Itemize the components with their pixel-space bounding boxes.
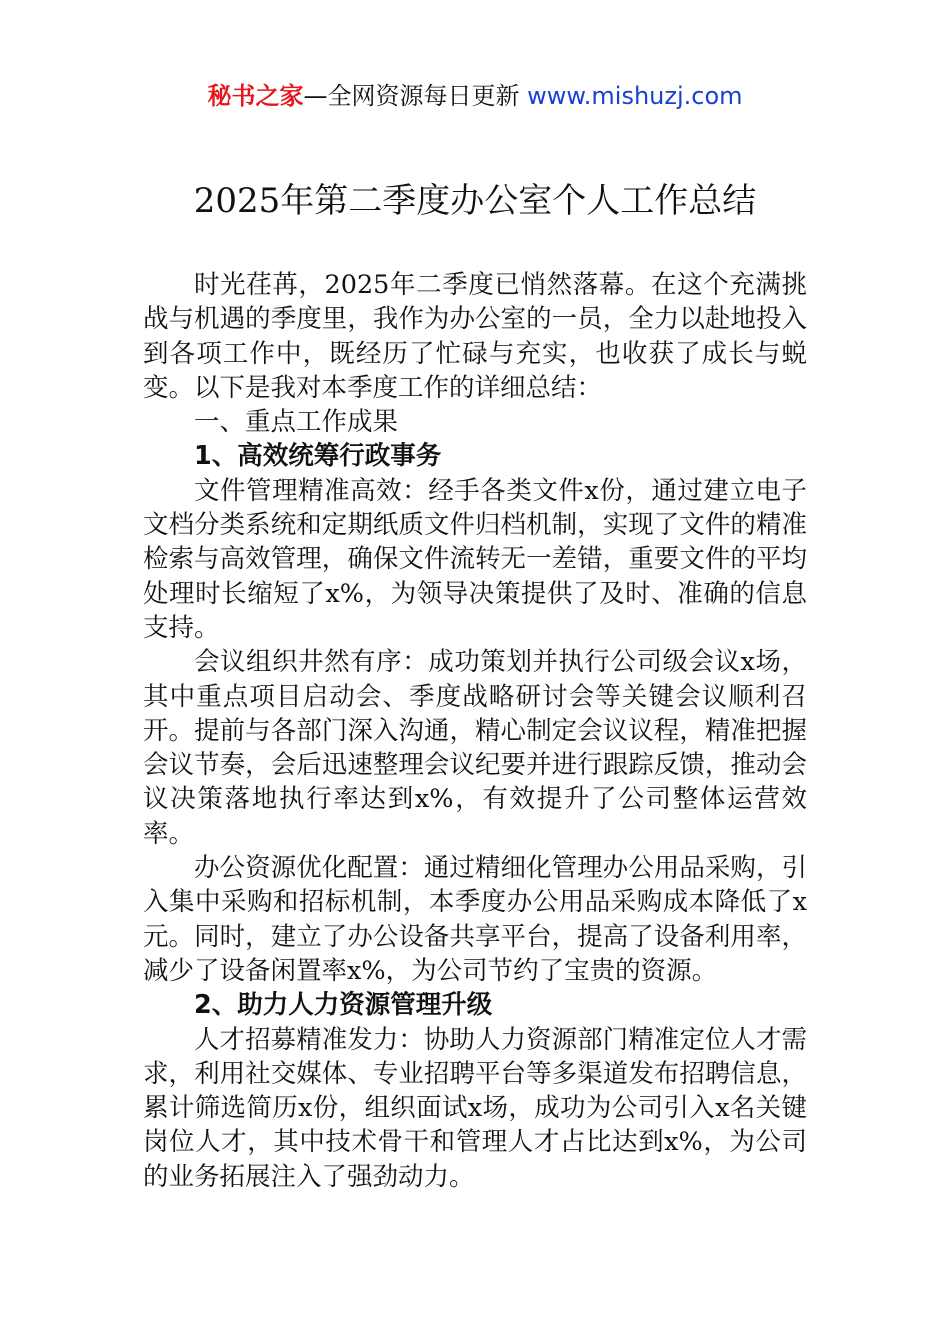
site-header xyxy=(0,80,950,112)
subsection-heading-admin: 1、高效统筹行政事务 xyxy=(194,441,442,472)
document-body xyxy=(143,268,807,1194)
document-title: 2025年第二季度办公室个人工作总结 xyxy=(193,181,757,221)
paragraph-office-resources: 办公资源优化配置：通过精细化管理办公用品采购，引入集中采购和招标机制，本季度办公用品采购成本降低了x元。同时，建立了办公设备共享平台，提高了设备利用率，减少了设备闲置率x%，为公司节约了宝贵的资源。 xyxy=(143,853,807,986)
section-heading-achievements: 一、重点工作成果 xyxy=(194,407,399,438)
site-url-link[interactable]: www.mishuzj.com xyxy=(527,82,743,110)
paragraph-recruitment: 人才招募精准发力：协助人力资源部门精准定位人才需求，利用社交媒体、专业招聘平台等多渠道发布招聘信息，累计筛选简历x份，组织面试x场，成功为公司引入x名关键岗位人才，其中技术骨干和管理人才占比达到x%，为公司的业务拓展注入了强劲动力。 xyxy=(143,1024,807,1192)
paragraph-intro: 时光荏苒，2025年二季度已悄然落幕。在这个充满挑战与机遇的季度里，我作为办公室的一员，全力以赴地投入到各项工作中，既经历了忙碌与充实，也收获了成长与蜕变。以下是我对本季度工作的详细总结： xyxy=(143,270,807,403)
paragraph-meeting-organization: 会议组织井然有序：成功策划并执行公司级会议x场，其中重点项目启动会、季度战略研讨会等关键会议顺利召开。提前与各部门深入沟通，精心制定会议议程，精准把握会议节奏，会后迅速整理会议纪要并进行跟踪反馈，推动会议决策落地执行率达到x%，有效提升了公司整体运营效率。 xyxy=(143,647,807,849)
subsection-heading-hr: 2、助力人力资源管理升级 xyxy=(194,990,493,1021)
site-tagline: —全网资源每日更新 xyxy=(303,82,528,110)
site-brand: 秘书之家 xyxy=(207,82,304,110)
paragraph-file-management: 文件管理精准高效：经手各类文件x份，通过建立电子文档分类系统和定期纸质文件归档机制，实现了文件的精准检索与高效管理，确保文件流转无一差错，重要文件的平均处理时长缩短了x%，为领导决策提供了及时、准确的信息支持。 xyxy=(143,475,807,643)
